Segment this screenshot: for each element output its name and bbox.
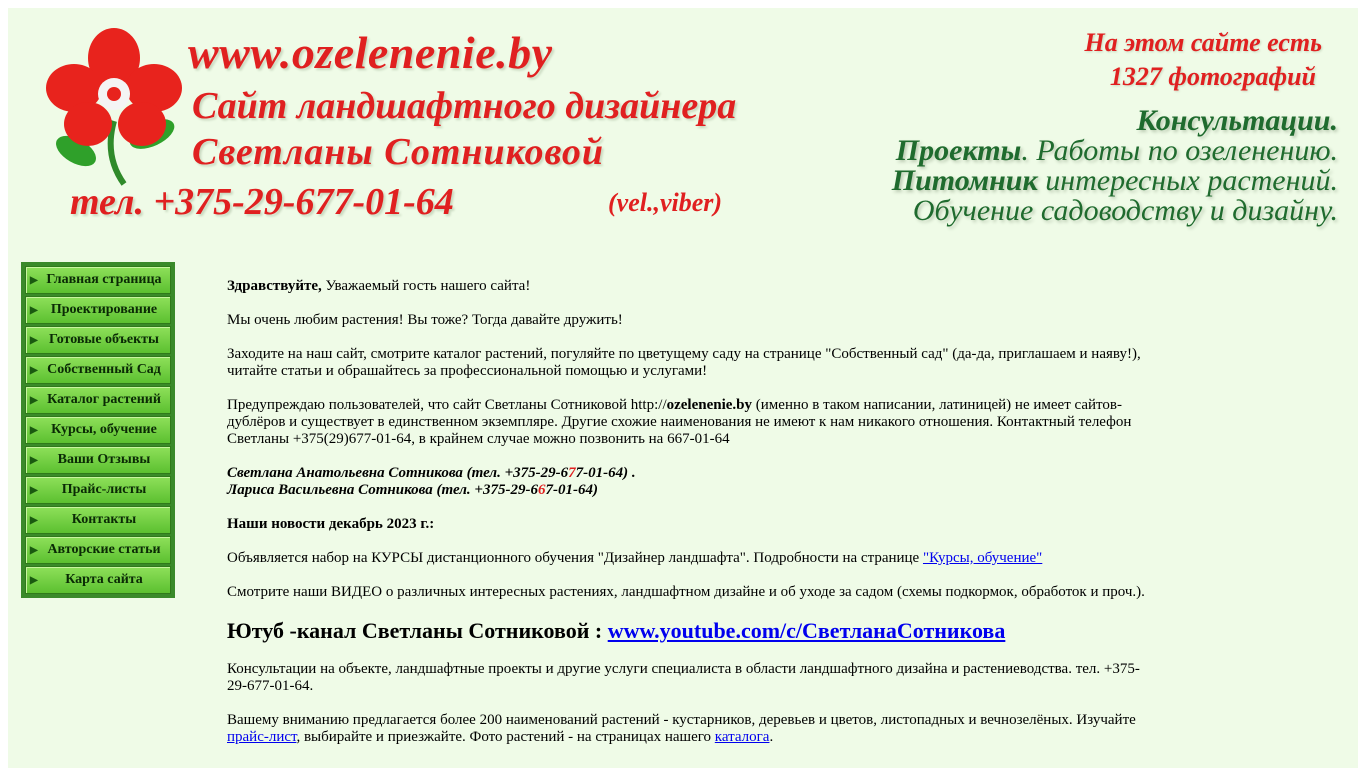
arrow-right-icon: ▶ xyxy=(30,424,38,436)
arrow-right-icon: ▶ xyxy=(30,544,38,556)
warning-paragraph: Предупреждаю пользователей, что сайт Светланы Сотниковой http://ozelenenie.by (именно в таком написании, латиницей) не имеет сайтов-дублёров и существует в единственном экземпляре. Другие схожие наименования не имеют к нам никакого отношения. Контактный телефон Светланы +375(29)677-01-64, в крайнем случае можно позвонить на 667-01-64 xyxy=(227,397,1132,447)
nav-item-own-garden[interactable]: ▶ Собственный Сад xyxy=(25,356,171,384)
nav-item-courses[interactable]: ▶ Курсы, обучение xyxy=(25,416,171,444)
news-courses: Объявляется набор на КУРСЫ дистанционного обучения "Дизайнер ландшафта". Подробности на странице "Курсы, обучение" xyxy=(227,550,1043,566)
service-projects: Проекты. Работы по озеленению. xyxy=(895,134,1338,167)
contact-svetlana: Светлана Анатольевна Сотникова (тел. +375-29-677-01-64) . xyxy=(227,465,636,481)
nav-item-sitemap[interactable]: ▶ Карта сайта xyxy=(25,566,171,594)
service-nursery: Питомник интересных растений. xyxy=(891,164,1338,197)
header-phone-note: (vel.,viber) xyxy=(608,188,723,217)
arrow-right-icon: ▶ xyxy=(30,394,38,406)
nav-item-contacts[interactable]: ▶ Контакты xyxy=(25,506,171,534)
arrow-right-icon: ▶ xyxy=(30,274,38,286)
nav-item-price-lists[interactable]: ▶ Прайс-листы xyxy=(25,476,171,504)
contacts-block xyxy=(227,465,1147,499)
courses-link[interactable]: "Курсы, обучение" xyxy=(922,550,1043,566)
arrow-right-icon: ▶ xyxy=(30,364,38,376)
services-list xyxy=(892,106,1338,226)
price-list-link[interactable]: прайс-лист xyxy=(227,729,297,745)
nav-item-plant-catalog[interactable]: ▶ Каталог растений xyxy=(25,386,171,414)
arrow-right-icon: ▶ xyxy=(30,334,38,346)
header-phone: тел. +375-29-677-01-64 xyxy=(70,181,454,223)
sidebar-nav xyxy=(21,262,175,598)
nav-item-design[interactable]: ▶ Проектирование xyxy=(25,296,171,324)
invite-paragraph: Заходите на наш сайт, смотрите каталог растений, погуляйте по цветущему саду на странице "Собственный сад" (да-да, приглашаем и наяву!), читайте статьи и обрашайтесь за профессиональной помощью и услугами! xyxy=(227,346,1141,379)
catalog-link[interactable]: каталога xyxy=(714,729,770,745)
site-subtitle-line2: Светланы Сотниковой xyxy=(192,131,605,173)
nav-item-reviews[interactable]: ▶ Ваши Отзывы xyxy=(25,446,171,474)
offer-paragraph: Вашему вниманию предлагается более 200 наименований растений - кустарников, деревьев и цветов, листопадных и вечнозелёных. Изучайте прайс-лист, выбирайте и приезжайте. Фото растений - на страницах нашего каталога. xyxy=(227,712,1136,745)
service-consult: Консультации. xyxy=(1136,104,1338,137)
arrow-right-icon: ▶ xyxy=(30,514,38,526)
youtube-channel: Ютуб -канал Светланы Сотниковой : www.youtube.com/c/СветланаСотникова xyxy=(227,618,1006,643)
arrow-right-icon: ▶ xyxy=(30,304,38,316)
flower-logo-icon xyxy=(44,26,184,186)
main-content xyxy=(227,278,1147,763)
youtube-link[interactable]: www.youtube.com/c/СветланаСотникова xyxy=(607,618,1006,643)
contact-larisa: Лариса Васильевна Сотникова (тел. +375-29-667-01-64) xyxy=(227,482,598,498)
nav-item-articles[interactable]: ▶ Авторские статьи xyxy=(25,536,171,564)
site-header xyxy=(8,8,1358,248)
consult-paragraph: Консультации на объекте, ландшафтные проекты и другие услуги специалиста в области ландшафтного дизайна и растениеводства. тел. +375-29-677-01-64. xyxy=(227,661,1140,694)
service-training: Обучение садоводству и дизайну. xyxy=(912,194,1338,227)
arrow-right-icon: ▶ xyxy=(30,454,38,466)
video-paragraph: Смотрите наши ВИДЕО о различных интересных растениях, ландшафтном дизайне и об уходе за садом (схемы подкормок, обработок и проч.). xyxy=(227,584,1145,600)
nav-item-ready-objects[interactable]: ▶ Готовые объекты xyxy=(25,326,171,354)
site-url-title: www.ozelenenie.by xyxy=(188,27,553,78)
news-heading: Наши новости декабрь 2023 г.: xyxy=(227,516,435,532)
photo-count-line1: На этом сайте есть xyxy=(1084,28,1322,57)
intro-paragraph: Мы очень любим растения! Вы тоже? Тогда давайте дружить! xyxy=(227,312,623,328)
nav-item-home[interactable]: ▶ Главная страница xyxy=(25,266,171,294)
photo-count-line2: 1327 фотографий xyxy=(1109,62,1316,91)
greeting: Здравствуйте, Уважаемый гость нашего сайта! xyxy=(227,278,531,294)
site-subtitle-line1: Сайт ландшафтного дизайнера xyxy=(192,85,737,127)
arrow-right-icon: ▶ xyxy=(30,574,38,586)
arrow-right-icon: ▶ xyxy=(30,484,38,496)
page xyxy=(8,8,1358,768)
